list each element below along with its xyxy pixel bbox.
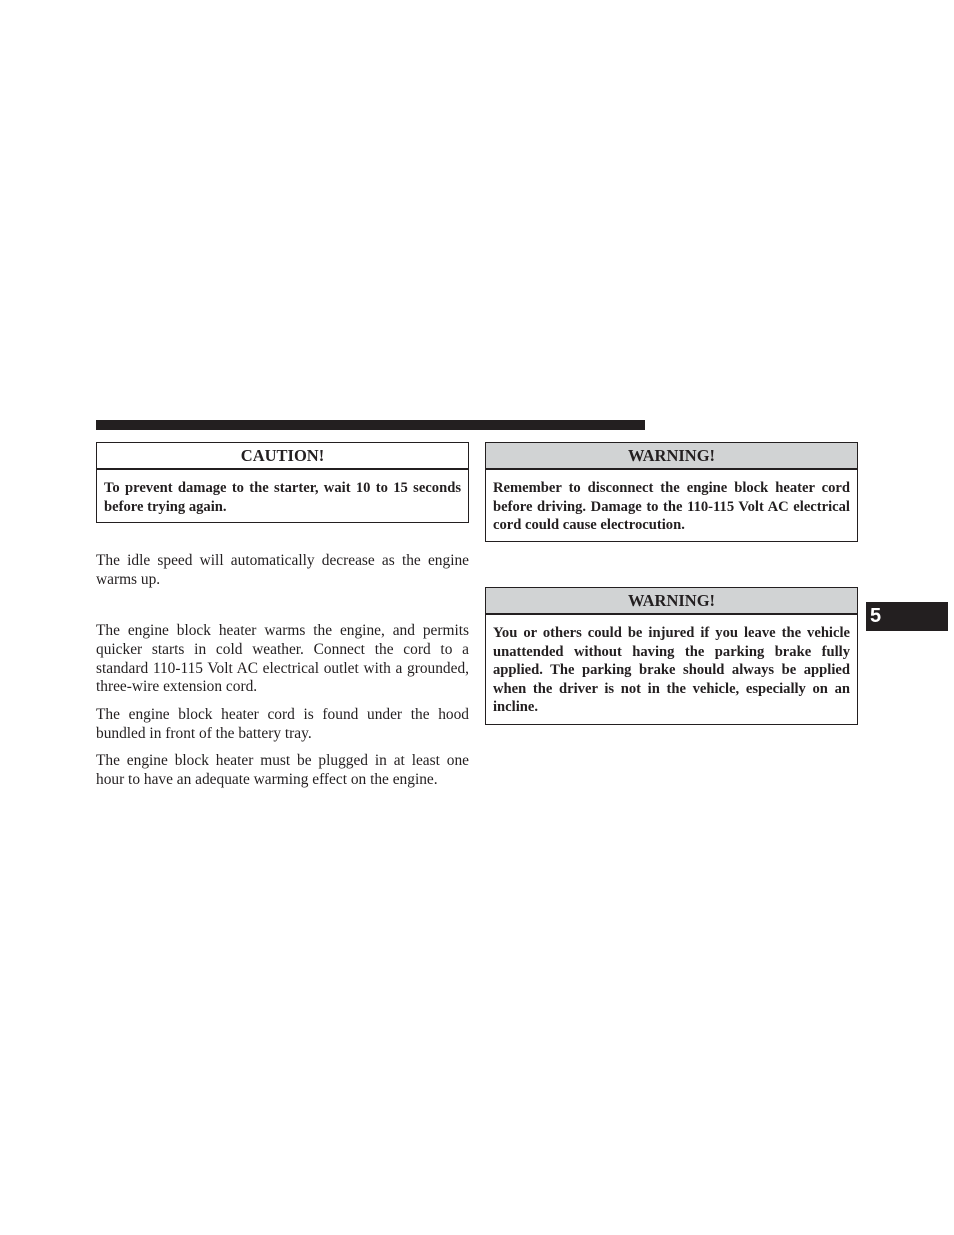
warning-title: WARNING! <box>486 443 857 470</box>
caution-title: CAUTION! <box>97 443 468 470</box>
paragraph-block-heater-intro: The engine block heater warms the engine, and permits quicker starts in cold weather. Connect the cord to a standard 110-115 Volt AC electrical outlet with a grounded, three-wire extension cord. <box>96 622 469 696</box>
caution-text: To prevent damage to the starter, wait 10 to 15 seconds before trying again. <box>104 480 461 515</box>
warning-text: Remember to disconnect the engine block heater cord before driving. Damage to the 110-115 Volt AC electrical cord could cause electrocution. <box>493 480 850 534</box>
paragraph-block-heater-cord: The engine block heater cord is found under the hood bundled in front of the battery tray. <box>96 706 469 742</box>
chapter-tab: 5 <box>866 602 948 631</box>
caution-box <box>96 442 469 523</box>
warning-title: WARNING! <box>486 588 857 615</box>
paragraph-block-heater-time: The engine block heater must be plugged in at least one hour to have an adequate warming effect on the engine. <box>96 752 469 788</box>
warning-box-block-heater <box>485 442 858 542</box>
paragraph-idle-speed: The idle speed will automatically decrease as the engine warms up. <box>96 552 469 588</box>
warning-text: You or others could be injured if you leave the vehicle unattended without having the parking brake fully applied. The parking brake should always be applied when the driver is not in the vehicle, especially on an incline. <box>493 625 850 716</box>
section-top-rule <box>96 420 645 430</box>
warning-box-parking-brake <box>485 587 858 725</box>
